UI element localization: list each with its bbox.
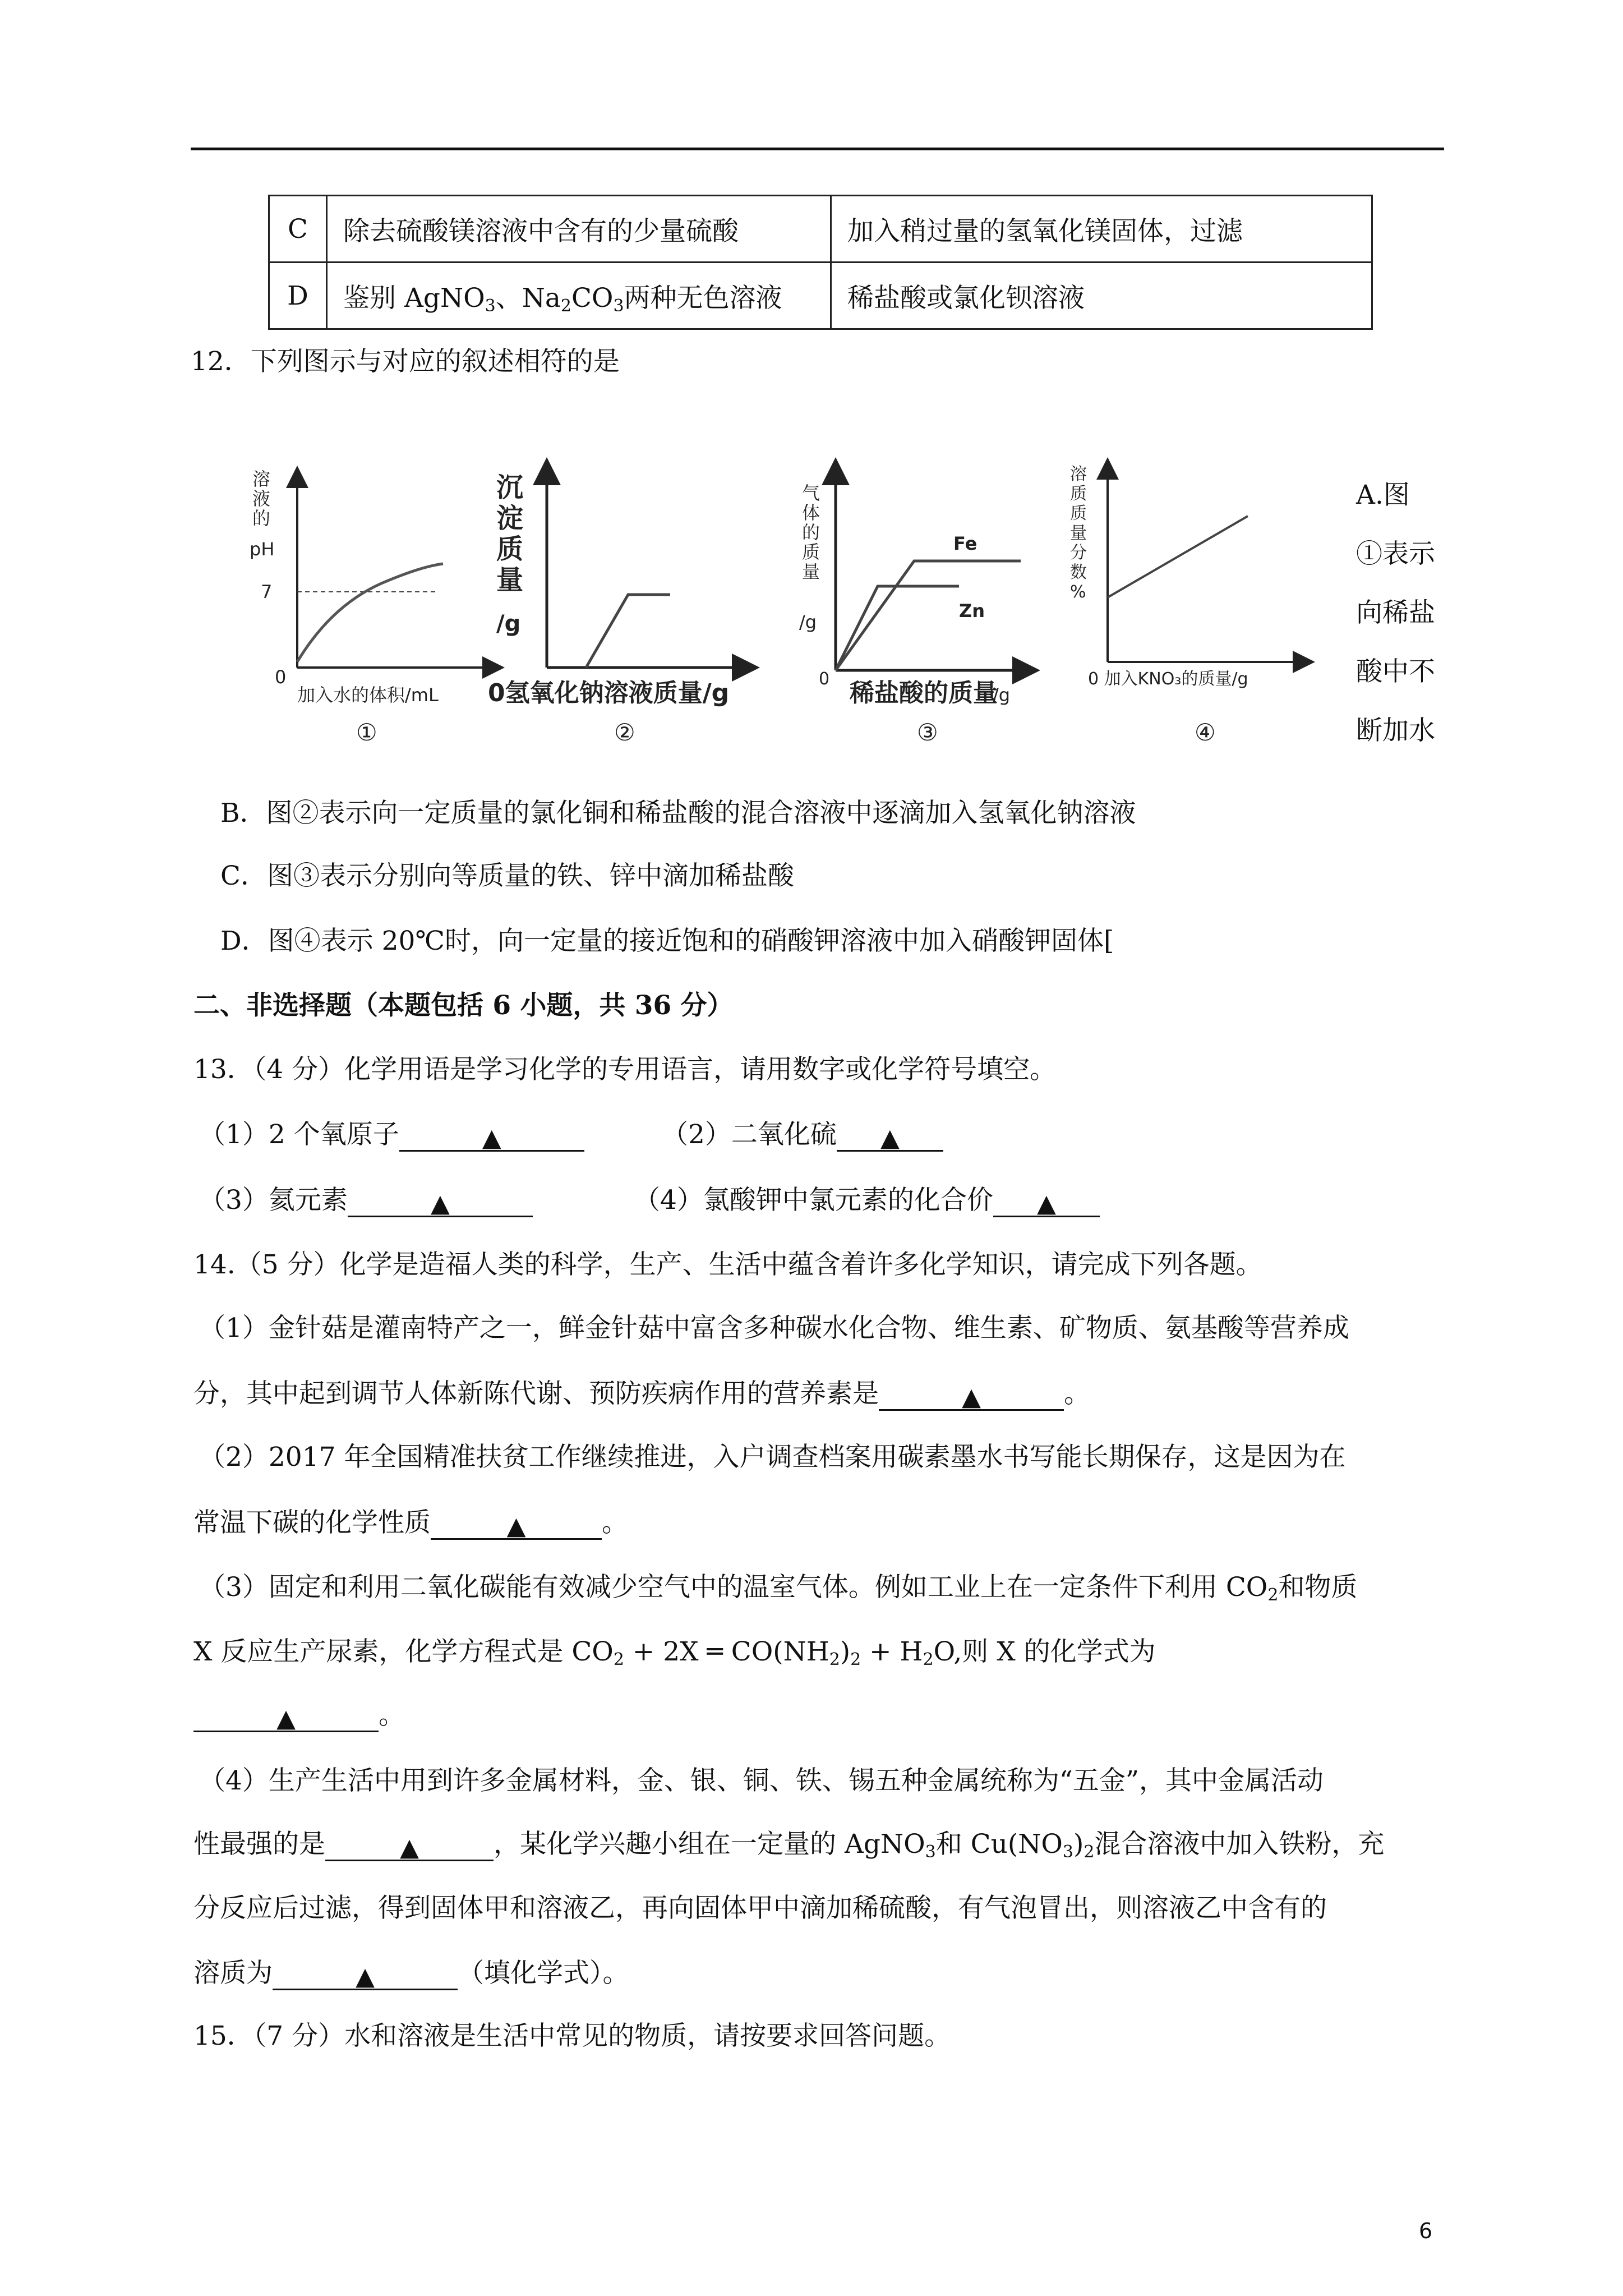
row-label: C <box>269 196 327 263</box>
answer-blank[interactable]: ▲ <box>325 1830 494 1861</box>
row-task: 鉴别 AgNO$_3$、$Na_2CO_3$两种无色溶液 <box>327 263 831 329</box>
q14-p1a: （1）金针菇是灌南特产之一，鲜金针菇中富含多种碳水化合物、维生素、矿物质、氨基酸等营养成 <box>199 1313 1349 1343</box>
q13-item-2: （2）二氧化硫 ▲ <box>662 1118 943 1152</box>
section-2-heading: 二、非选择题（本题包括 6 小题，共 36 分） <box>193 990 734 1021</box>
c3-fe: Fe <box>953 533 978 554</box>
svg-text:液: 液 <box>252 488 271 509</box>
c3-origin: 0 <box>819 669 830 689</box>
svg-text:量: 量 <box>802 561 820 582</box>
q14-p1b: 分，其中起到调节人体新陈代谢、预防疾病作用的营养素是 ▲ 。 <box>193 1378 1090 1411</box>
svg-text:数: 数 <box>1070 563 1087 582</box>
q15-stem: 15．（7 分）水和溶液是生活中常见的物质，请按要求回答问题。 <box>193 2021 951 2051</box>
q12-option-b: B．图②表示向一定质量的氯化铜和稀盐酸的混合溶液中逐滴加入氢氧化钠溶液 <box>220 798 1136 829</box>
svg-text:量: 量 <box>1070 523 1087 543</box>
q14-stem: 14.（5 分）化学是造福人类的科学，生产、生活中蕴含着许多化学知识，请完成下列各题。 <box>193 1249 1262 1280</box>
svg-text:的: 的 <box>252 508 271 529</box>
svg-text:质: 质 <box>496 533 524 565</box>
q14-p3c: ▲ 。 <box>193 1699 405 1732</box>
c1-num: ① <box>356 719 377 746</box>
options-table <box>268 195 1373 330</box>
answer-blank[interactable]: ▲ <box>348 1186 533 1217</box>
c2-ylabel: 沉 <box>496 472 524 503</box>
c1-xlabel: 加入水的体积/mL <box>297 684 439 706</box>
svg-text:质: 质 <box>802 541 820 563</box>
c1-origin: 0 <box>275 666 287 688</box>
svg-text:质: 质 <box>1070 504 1087 523</box>
q14-p4c: 分反应后过滤，得到固体甲和溶液乙，再向固体甲中滴加稀硫酸，有气泡冒出，则溶液乙中含有的 <box>193 1893 1327 1924</box>
q12-option-a: A.图 ①表示 向稀盐 酸中不 断加水 <box>1356 480 1435 746</box>
page-number: 6 <box>1419 2219 1433 2243</box>
answer-blank[interactable]: ▲ <box>837 1121 943 1152</box>
q14-p4d: 溶质为 ▲ （填化学式）。 <box>193 1958 629 1991</box>
q14-p3a: （3）固定和利用二氧化碳能有效减少空气中的温室气体。例如工业上在一定条件下利用 $CO_2$和物质 <box>199 1572 1358 1605</box>
header-rule <box>191 148 1444 150</box>
q12-option-c: C．图③表示分别向等质量的铁、锌中滴加稀盐酸 <box>220 861 794 891</box>
q14-p3b: X 反应生产尿素，化学方程式是 $CO_2 + 2X$ ═ $CO(NH_2)_2 + H_2O$,则 X 的化学式为 <box>193 1636 1156 1669</box>
chart-1 <box>250 468 494 746</box>
q14-p2a: （2）2017 年全国精准扶贫工作继续推进，入户调查档案用碳素墨水书写能长期保存，这是因为在 <box>199 1442 1346 1473</box>
c4-ylabel: 溶 <box>1070 464 1087 484</box>
c2-xlabel: 0氢氧化钠溶液质量/g <box>488 679 730 707</box>
chart-2 <box>488 471 746 746</box>
c3-xunit: /g <box>993 684 1011 706</box>
q14-p2b: 常温下碳的化学性质 ▲ 。 <box>193 1507 628 1540</box>
svg-text:/g: /g <box>799 611 817 633</box>
answer-blank[interactable]: ▲ <box>193 1701 379 1732</box>
q12-charts <box>241 454 1340 757</box>
c4-num: ④ <box>1195 719 1216 746</box>
chart-4 <box>1070 464 1304 746</box>
answer-blank[interactable]: ▲ <box>399 1121 584 1152</box>
q13-item-1: （1）2 个氧原子 ▲ <box>199 1118 584 1152</box>
answer-blank[interactable]: ▲ <box>431 1509 602 1540</box>
q14-p4a: （4）生产生活中用到许多金属材料，金、银、铜、铁、锡五种金属统称为“五金”，其中金属活动 <box>199 1765 1324 1796</box>
q12-option-d: D．图④表示 20℃时，向一定量的接近饱和的硝酸钾溶液中加入硝酸钾固体[ <box>220 926 1114 956</box>
table-row <box>269 196 1372 263</box>
q14-p4b: 性最强的是 ▲ ，某化学兴趣小组在一定量的 AgNO$_3$和 $Cu(NO_3)_2$混合溶液中加入铁粉，充 <box>193 1829 1385 1862</box>
svg-text:/g: /g <box>496 611 521 637</box>
q13-stem: 13．（4 分）化学用语是学习化学的专用语言，请用数字或化学符号填空。 <box>193 1054 1057 1085</box>
c4-xlabel: 0 加入KNO₃的质量/g <box>1088 669 1248 689</box>
q13-item-4: （4）氯酸钾中氯元素的化合价 ▲ <box>634 1184 1100 1217</box>
svg-text:的: 的 <box>802 522 820 543</box>
c3-ylabel: 气 <box>802 482 820 504</box>
svg-text:淀: 淀 <box>496 503 524 534</box>
c3-zn: Zn <box>959 600 985 622</box>
q13-item-3: （3）氦元素 ▲ <box>199 1184 533 1217</box>
svg-text:%: % <box>1070 582 1086 602</box>
answer-blank[interactable]: ▲ <box>273 1959 458 1990</box>
c3-num: ③ <box>917 719 938 746</box>
c3-xlabel: 稀盐酸的质量 <box>850 679 998 707</box>
table-row <box>269 263 1372 329</box>
c1-tick7: 7 <box>261 581 273 602</box>
chart-3 <box>799 471 1026 746</box>
row-label: D <box>269 263 327 329</box>
svg-text:体: 体 <box>802 502 820 523</box>
c2-num: ② <box>614 719 635 746</box>
q12-stem: 12．下列图示与对应的叙述相符的是 <box>191 346 620 377</box>
c1-ylabel: 溶 <box>252 468 271 490</box>
row-task: 除去硫酸镁溶液中含有的少量硫酸 <box>327 196 831 263</box>
row-method: 加入稍过量的氢氧化镁固体，过滤 <box>831 196 1372 263</box>
svg-text:分: 分 <box>1070 543 1087 563</box>
svg-text:pH: pH <box>250 539 275 560</box>
row-method: 稀盐酸或氯化钡溶液 <box>831 263 1372 329</box>
svg-text:量: 量 <box>496 564 524 596</box>
svg-text:质: 质 <box>1070 484 1087 504</box>
answer-blank[interactable]: ▲ <box>879 1380 1064 1411</box>
answer-blank[interactable]: ▲ <box>993 1186 1100 1217</box>
